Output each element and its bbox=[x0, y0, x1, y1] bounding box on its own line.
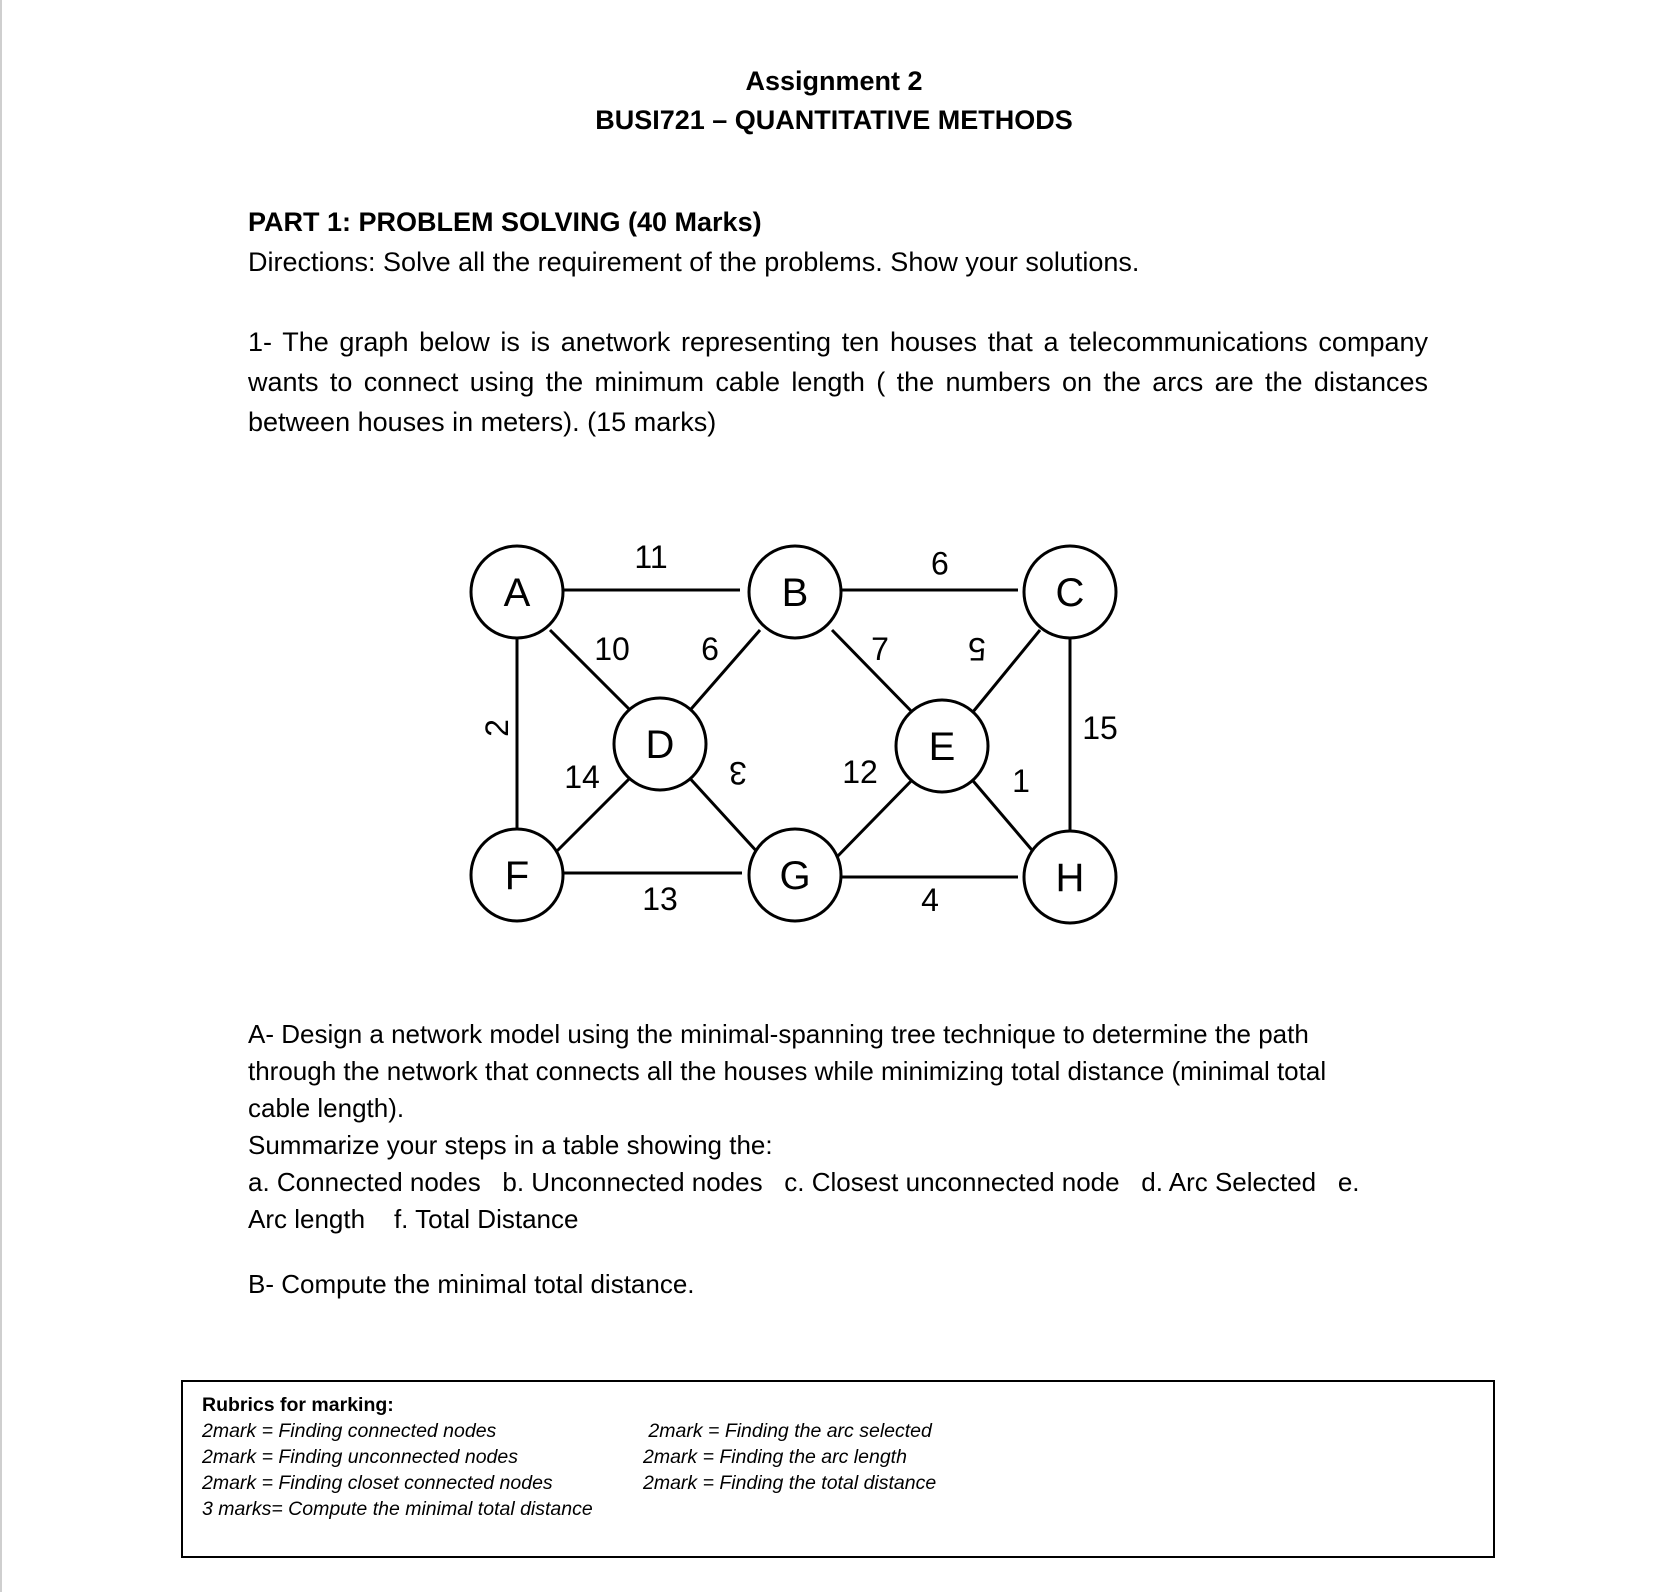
part1-heading: PART 1: PROBLEM SOLVING (40 Marks) bbox=[248, 207, 762, 237]
rubric-item: 2mark = Finding unconnected nodes bbox=[202, 1446, 518, 1468]
rubric-item: 2mark = Finding connected nodes bbox=[202, 1420, 497, 1442]
part-a-line: Arc length f. Total Distance bbox=[248, 1204, 579, 1234]
part-b-text: B- Compute the minimal total distance. bbox=[248, 1269, 695, 1299]
rubric-item: 2mark = Finding the arc selected bbox=[643, 1420, 932, 1442]
edge-e-g-length: 12 bbox=[842, 754, 878, 790]
edge-b-d bbox=[685, 630, 760, 716]
edge-d-g bbox=[685, 773, 760, 855]
rubrics-left-column bbox=[202, 1418, 593, 1522]
edge-f-g-length: 13 bbox=[642, 881, 678, 917]
rubric-item: 3 marks= Compute the minimal total distance bbox=[202, 1498, 593, 1520]
edge-c-h-length: 15 bbox=[1082, 710, 1118, 746]
edge-d-f-length: 14 bbox=[564, 759, 600, 795]
node-d-label: D bbox=[645, 723, 675, 767]
part-a-line: Summarize your steps in a table showing the: bbox=[248, 1130, 773, 1160]
part-a-line: cable length). bbox=[248, 1093, 405, 1123]
node-e-label: E bbox=[928, 725, 956, 769]
edge-a-d-length: 10 bbox=[594, 631, 630, 667]
edge-a-f-length: 2 bbox=[479, 719, 515, 737]
edge-e-h-length: 1 bbox=[1012, 763, 1030, 799]
rubrics-right-column bbox=[643, 1418, 936, 1496]
directions-text: Directions: Solve all the requirement of the problems. Show your solutions. bbox=[248, 247, 1140, 277]
rubric-item: 2mark = Finding closet connected nodes bbox=[202, 1472, 553, 1494]
node-b-label: B bbox=[781, 571, 809, 615]
assignment-title: Assignment 2 bbox=[745, 66, 923, 96]
edge-c-e-length: 5 bbox=[968, 631, 986, 667]
question1-text: 1- The graph below is is anetwork representing ten houses that a telecommunications company wants to connect using the minimum cable length ( the numbers on the arcs are the distances between houses in meters). (15 marks) bbox=[248, 327, 1428, 437]
edge-b-d-length: 6 bbox=[701, 631, 719, 667]
rubrics-box bbox=[181, 1380, 1495, 1558]
edge-b-e-length: 7 bbox=[871, 631, 889, 667]
part-a-line: A- Design a network model using the minimal-spanning tree technique to determine the path bbox=[248, 1019, 1309, 1049]
edge-a-b-length: 11 bbox=[634, 539, 668, 575]
edge-b-c-length: 9 bbox=[931, 545, 949, 581]
rubrics-title: Rubrics for marking: bbox=[202, 1394, 394, 1416]
node-f-label: F bbox=[504, 854, 530, 898]
node-c-label: C bbox=[1055, 571, 1085, 615]
part-a-line: through the network that connects all the houses while minimizing total distance (minimal total bbox=[248, 1056, 1327, 1086]
network-graph bbox=[460, 530, 1130, 930]
node-h-label: H bbox=[1055, 856, 1085, 900]
part-a-line: a. Connected nodes b. Unconnected nodes c. Closest unconnected node d. Arc Selected e. bbox=[248, 1167, 1360, 1197]
page-edge bbox=[0, 0, 2, 1592]
node-g-label: G bbox=[779, 854, 811, 898]
edge-g-h-length: 4 bbox=[921, 882, 939, 918]
edge-d-g-length: 3 bbox=[729, 755, 747, 791]
node-a-label: A bbox=[503, 571, 531, 615]
course-title: BUSI721 – QUANTITATIVE METHODS bbox=[595, 105, 1073, 135]
part-a-text bbox=[248, 1016, 1428, 1238]
rubric-item: 2mark = Finding the arc length bbox=[643, 1446, 907, 1468]
rubric-item: 2mark = Finding the total distance bbox=[643, 1472, 937, 1494]
